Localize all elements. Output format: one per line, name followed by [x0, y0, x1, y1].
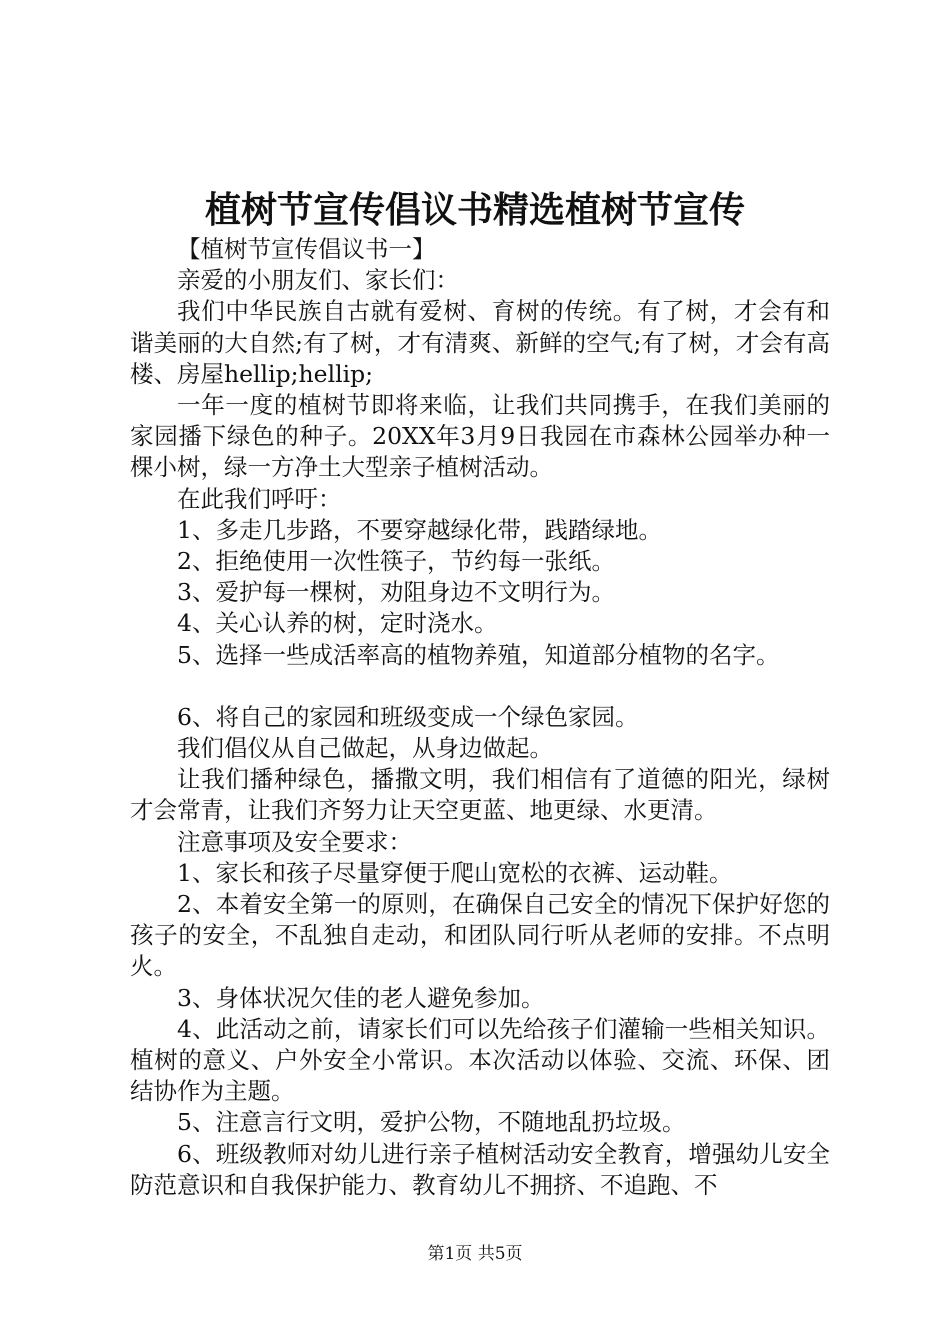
list-item: 3、爱护每一棵树，劝阻身边不文明行为。: [177, 578, 615, 607]
list-item: 1、多走几步路，不要穿越绿化带，践踏绿地。: [177, 515, 662, 544]
list-item: 2、拒绝使用一次性筷子，节约每一张纸。: [177, 547, 615, 576]
list-item: 3、身体状况欠佳的老人避免参加。: [177, 983, 545, 1012]
list-item: 5、选择一些成活率高的植物养殖，知道部分植物的名字。: [177, 640, 780, 669]
list-item: 2、本着安全第一的原则，在确保自己安全的情况下保护好您的孩子的安全，不乱独自走动，和团队同行听从老师的安排。不点明火。: [130, 890, 830, 981]
document-title: 植树节宣传倡议书精选植树节宣传: [204, 189, 745, 231]
section-heading: 【植树节宣传倡议书一】: [177, 235, 436, 263]
list-item: 4、关心认养的树，定时浇水。: [177, 609, 498, 638]
paragraph: 注意事项及安全要求：: [177, 827, 412, 856]
paragraph: 我们倡仪从自己做起，从身边做起。: [177, 734, 553, 763]
list-item: 6、将自己的家园和班级变成一个绿色家园。: [177, 702, 639, 731]
paragraph: 让我们播种绿色，播撒文明，我们相信有了道德的阳光，绿树才会常青，让我们齐努力让天空更蓝、地更绿、水更清。: [130, 765, 830, 825]
paragraph: 一年一度的植树节即将来临，让我们共同携手，在我们美丽的家园播下绿色的种子。20XX年3月9日我园在市森林公园举办种一棵小树，绿一方净土大型亲子植树活动。: [130, 391, 830, 482]
list-item: 6、班级教师对幼儿进行亲子植树活动安全教育，增强幼儿安全防范意识和自我保护能力、教育幼儿不拥挤、不追跑、不: [130, 1139, 830, 1199]
paragraph: 在此我们呼吁：: [177, 484, 342, 513]
list-item: 4、此活动之前，请家长们可以先给孩子们灌输一些相关知识。植树的意义、户外安全小常识。本次活动以体验、交流、环保、团结协作为主题。: [130, 1014, 830, 1106]
salutation: 亲爱的小朋友们、家长们：: [177, 266, 459, 295]
blank-line: [130, 671, 830, 702]
page-footer: 第1页 共5页: [427, 1244, 523, 1264]
document-body: [130, 234, 830, 1201]
paragraph: 我们中华民族自古就有爱树、育树的传统。有了树，才会有和谐美丽的大自然;有了树，才有清爽、新鲜的空气;有了树，才会有高楼、房屋hellip;hellip;: [130, 297, 830, 388]
list-item: 5、注意言行文明，爱护公物，不随地乱扔垃圾。: [177, 1108, 686, 1137]
list-item: 1、家长和孩子尽量穿便于爬山宽松的衣裤、运动鞋。: [177, 858, 733, 887]
